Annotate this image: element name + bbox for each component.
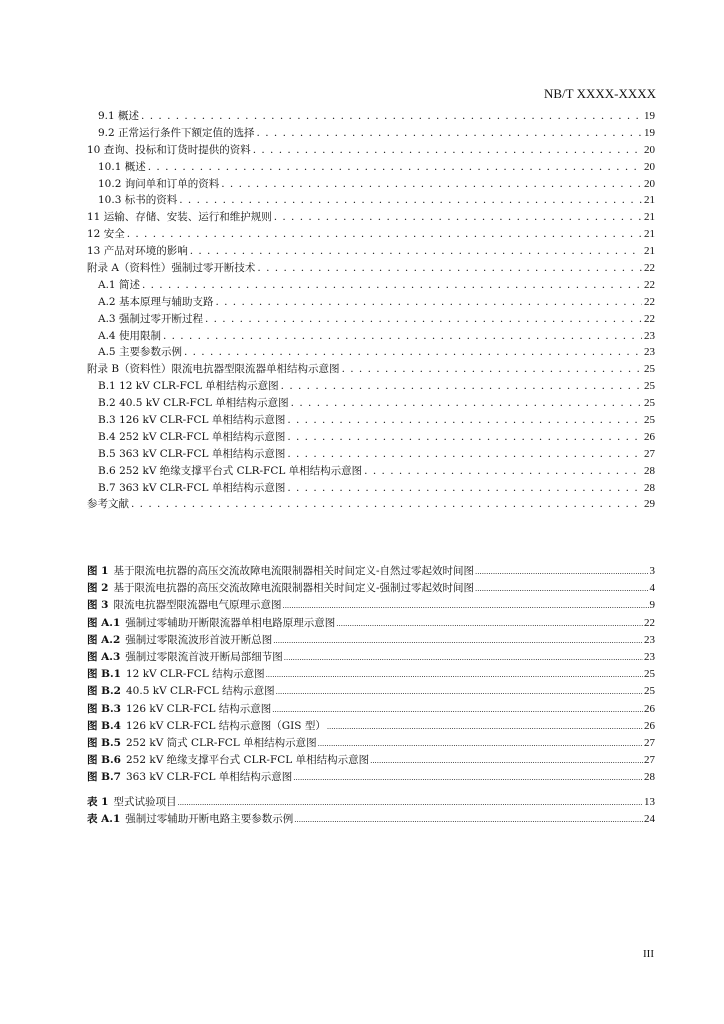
toc-entry-label: 11 运输、存储、安装、运行和维护规则: [87, 211, 272, 224]
figure-page: 25: [644, 668, 655, 681]
figure-page: 23: [644, 633, 655, 646]
figure-number: 图 3: [87, 599, 109, 612]
figure-page: 4: [649, 582, 655, 595]
figure-label: 基于限流电抗器的高压交流故障电流限制器相关时间定义-自然过零起效时间图: [113, 565, 475, 577]
dot-leader: [179, 192, 642, 209]
toc-entry-label: A.2 基本原理与辅助支路: [98, 295, 214, 308]
toc-entry-page: 23: [644, 329, 655, 342]
toc-entry-label: 附录 B（资料性）限流电抗器型限流器单相结构示意图: [87, 363, 340, 376]
dot-leader: [287, 446, 642, 463]
dot-leader: [287, 480, 642, 497]
figure-label: 强制过零限流首波开断局部细节图: [125, 650, 283, 663]
toc-entry-label: 9.2 正常运行条件下额定值的选择: [98, 126, 255, 139]
figure-page: 26: [644, 719, 655, 732]
toc-entry-page: 22: [644, 295, 655, 308]
dot-leader: [342, 361, 642, 378]
figure-label: 基于限流电抗器的高压交流故障电流限制器相关时间定义-强制过零起效时间图: [113, 582, 475, 595]
dot-leader: [266, 667, 643, 684]
figure-entry[interactable]: [87, 649, 655, 666]
dot-leader: [205, 311, 642, 328]
toc-entry[interactable]: [87, 463, 655, 480]
toc-entry-label: B.7 363 kV CLR-FCL 单相结构示意图: [98, 481, 286, 494]
toc-entry-label: B.5 363 kV CLR-FCL 单相结构示意图: [98, 447, 286, 460]
figure-entry[interactable]: [87, 769, 655, 786]
toc-entry[interactable]: [87, 446, 655, 463]
figure-entry[interactable]: [87, 752, 655, 769]
dot-leader: [318, 736, 643, 753]
toc-entry[interactable]: [87, 395, 655, 412]
figure-entry[interactable]: [87, 597, 655, 614]
figure-page: 9: [649, 599, 655, 612]
figure-page: 26: [644, 702, 655, 715]
toc-entry-page: 27: [644, 447, 655, 460]
figure-entry[interactable]: [87, 580, 655, 597]
toc-entry-label: A.3 强制过零开断过程: [98, 312, 203, 325]
table-entry[interactable]: [87, 794, 655, 811]
dot-leader: [273, 633, 643, 650]
toc-entry[interactable]: [87, 108, 655, 125]
dot-leader: [294, 812, 643, 829]
figure-label: 限流电抗器型限流器电气原理示意图: [113, 599, 282, 612]
toc-entry-label: B.1 12 kV CLR-FCL 单相结构示意图: [98, 380, 279, 393]
toc-entry[interactable]: [87, 209, 655, 226]
toc-entry-label: 10 查询、投标和订货时提供的资料: [87, 143, 251, 156]
toc-entry-page: 19: [644, 126, 655, 139]
dot-leader: [257, 125, 642, 142]
dot-leader: [221, 176, 642, 193]
dot-leader: [257, 260, 642, 277]
toc-entry[interactable]: [87, 496, 655, 513]
toc-entry[interactable]: [87, 378, 655, 395]
dot-leader: [287, 412, 642, 429]
dot-leader: [141, 108, 642, 125]
table-number: 表 A.1: [87, 813, 121, 826]
toc-entry-page: 29: [644, 498, 655, 511]
toc-entry-page: 26: [644, 430, 655, 443]
figure-page: 27: [644, 754, 655, 767]
toc-entry-page: 19: [644, 110, 655, 122]
toc-entry-page: 21: [644, 211, 655, 224]
figure-number: 图 A.3: [87, 650, 121, 663]
standard-number: NB/T XXXX-XXXX: [543, 86, 656, 101]
toc-entry[interactable]: [87, 226, 655, 243]
figure-number: 图 A.1: [87, 616, 121, 629]
toc-entry-page: 25: [644, 363, 655, 376]
toc-entry-page: 21: [644, 228, 655, 241]
dot-leader: [177, 795, 643, 812]
toc-entry-page: 21: [644, 245, 655, 258]
figure-label: 252 kV 筒式 CLR-FCL 单相结构示意图: [126, 736, 317, 749]
toc-entry-page: 25: [644, 380, 655, 393]
dot-leader: [327, 719, 643, 736]
toc-entry-page: 25: [644, 414, 655, 427]
figure-page: 28: [644, 771, 655, 784]
toc-entry-label: 9.1 概述: [98, 110, 140, 122]
page-number: III: [643, 948, 654, 960]
figure-number: 图 B.5: [87, 736, 121, 749]
figure-page: 3: [649, 565, 655, 577]
table-entry[interactable]: [87, 811, 655, 828]
toc-entry-page: 25: [644, 397, 655, 410]
toc-entry[interactable]: [87, 344, 655, 361]
dot-leader: [148, 159, 642, 176]
dot-leader: [131, 496, 642, 513]
toc-entry-label: 附录 A（资料性）强制过零开断技术: [87, 262, 256, 275]
toc-entry-label: 12 安全: [87, 228, 125, 241]
figure-page: 27: [644, 736, 655, 749]
toc-entry-label: 10.2 询问单和订单的资料: [98, 177, 220, 190]
dot-leader: [142, 277, 642, 294]
figure-label: 40.5 kV CLR-FCL 结构示意图: [126, 685, 275, 698]
figure-page: 22: [644, 616, 655, 629]
dot-leader: [284, 650, 643, 667]
toc-entry[interactable]: [87, 277, 655, 294]
dot-leader: [184, 344, 642, 361]
dot-leader: [287, 429, 642, 446]
figure-number: 图 B.6: [87, 754, 121, 767]
table-page: 24: [644, 813, 655, 826]
figure-entry[interactable]: [87, 666, 655, 683]
toc-entry-label: 10.1 概述: [98, 160, 146, 173]
figure-entry[interactable]: [87, 632, 655, 649]
toc-entry[interactable]: [87, 361, 655, 378]
table-label: 型式试验项目: [113, 796, 177, 808]
figure-label: 12 kV CLR-FCL 结构示意图: [126, 668, 265, 681]
dot-leader: [475, 564, 648, 581]
toc-entry-page: 28: [644, 464, 655, 477]
toc-entry-page: 22: [644, 278, 655, 291]
figure-entry[interactable]: [87, 735, 655, 752]
toc-entry[interactable]: [87, 142, 655, 159]
toc-entry-page: 22: [644, 262, 655, 275]
figure-entry[interactable]: [87, 615, 655, 632]
figure-label: 126 kV CLR-FCL 结构示意图: [126, 702, 272, 715]
toc-entry-label: 10.3 标书的资料: [98, 194, 178, 207]
figure-entry[interactable]: [87, 683, 655, 700]
toc-entry-page: 28: [644, 481, 655, 494]
toc-entry[interactable]: [87, 243, 655, 260]
dot-leader: [253, 142, 642, 159]
toc-entry-page: 20: [644, 160, 655, 173]
figure-entry[interactable]: [87, 563, 655, 580]
table-page: 13: [644, 796, 655, 808]
toc-entry[interactable]: [87, 328, 655, 345]
toc-entry[interactable]: [87, 311, 655, 328]
toc-entry-label: A.1 简述: [98, 278, 140, 291]
toc-entry-page: 20: [644, 143, 655, 156]
toc-entry[interactable]: [87, 294, 655, 311]
dot-leader: [282, 598, 648, 615]
list-of-figures: [87, 563, 655, 786]
toc-entry[interactable]: [87, 480, 655, 497]
figure-number: 图 1: [87, 565, 109, 577]
toc-entry-label: 13 产品对环境的影响: [87, 245, 188, 258]
dot-leader: [281, 378, 642, 395]
figure-label: 强制过零辅助开断限流器单相电路原理示意图: [125, 616, 336, 629]
dot-leader: [215, 294, 642, 311]
toc-entry[interactable]: [87, 192, 655, 209]
table-label: 强制过零辅助开断电路主要参数示例: [125, 813, 294, 826]
figure-page: 25: [644, 685, 655, 698]
figure-number: 图 2: [87, 582, 109, 595]
figure-number: 图 B.3: [87, 702, 121, 715]
toc-entry-page: 23: [644, 346, 655, 359]
figure-number: 图 A.2: [87, 633, 121, 646]
table-of-contents: [87, 108, 655, 513]
dot-leader: [291, 395, 642, 412]
dot-leader: [364, 463, 642, 480]
toc-entry-label: 参考文献: [87, 498, 129, 511]
dot-leader: [272, 702, 643, 719]
figure-page: 23: [644, 650, 655, 663]
figure-number: 图 B.1: [87, 668, 121, 681]
toc-entry[interactable]: [87, 159, 655, 176]
toc-entry-label: B.2 40.5 kV CLR-FCL 单相结构示意图: [98, 397, 289, 410]
list-of-tables: [87, 794, 655, 828]
figure-label: 252 kV 绝缘支撑平台式 CLR-FCL 单相结构示意图: [126, 754, 370, 767]
toc-entry-page: 22: [644, 312, 655, 325]
figure-label: 363 kV CLR-FCL 单相结构示意图: [126, 771, 293, 784]
toc-entry-label: A.4 使用限制: [98, 329, 161, 342]
toc-entry[interactable]: [87, 125, 655, 142]
toc-entry-page: 21: [644, 194, 655, 207]
figure-number: 图 B.4: [87, 719, 121, 732]
figure-entry[interactable]: [87, 701, 655, 718]
dot-leader: [370, 753, 643, 770]
toc-entry[interactable]: [87, 429, 655, 446]
toc-entry[interactable]: [87, 412, 655, 429]
dot-leader: [190, 243, 642, 260]
figure-number: 图 B.2: [87, 685, 121, 698]
dot-leader: [163, 328, 642, 345]
dot-leader: [276, 684, 643, 701]
dot-leader: [293, 770, 643, 787]
toc-entry-label: A.5 主要参数示例: [98, 346, 182, 359]
toc-entry-label: B.3 126 kV CLR-FCL 单相结构示意图: [98, 414, 286, 427]
dot-leader: [274, 209, 642, 226]
toc-entry-label: B.6 252 kV 绝缘支撑平台式 CLR-FCL 单相结构示意图: [98, 464, 363, 477]
figure-label: 126 kV CLR-FCL 结构示意图（GIS 型）: [126, 719, 326, 732]
toc-entry[interactable]: [87, 260, 655, 277]
dot-leader: [127, 226, 642, 243]
dot-leader: [336, 616, 643, 633]
table-number: 表 1: [87, 796, 109, 808]
figure-number: 图 B.7: [87, 771, 121, 784]
dot-leader: [475, 581, 648, 598]
toc-entry[interactable]: [87, 176, 655, 193]
figure-label: 强制过零限流波形首波开断总图: [125, 633, 273, 646]
toc-entry-label: B.4 252 kV CLR-FCL 单相结构示意图: [98, 430, 286, 443]
toc-entry-page: 20: [644, 177, 655, 190]
figure-entry[interactable]: [87, 718, 655, 735]
